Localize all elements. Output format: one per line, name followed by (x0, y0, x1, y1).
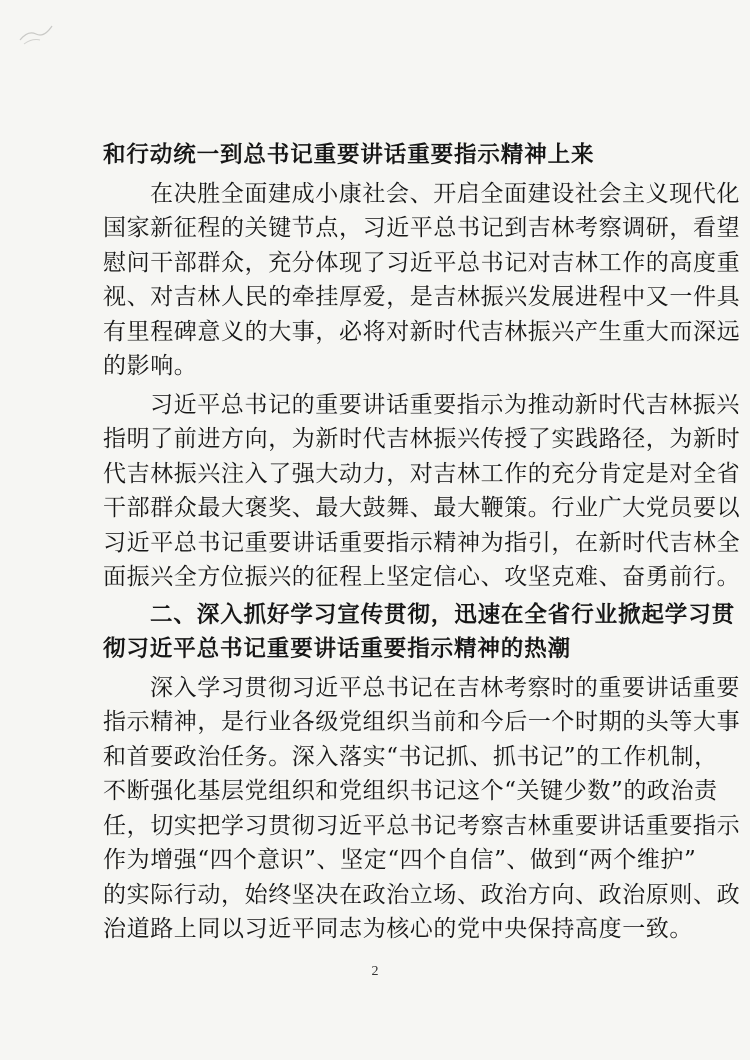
body-text-line: 治道路上同以习近平同志为核心的党中央保持高度一致。 (103, 916, 693, 942)
body-text-line: 慰问干部群众，充分体现了习近平总书记对吉林工作的高度重 (103, 249, 741, 276)
body-text-line: 干部群众最大褒奖、最大鼓舞、最大鞭策。行业广大党员要以 (103, 495, 741, 521)
body-text-line: 深入学习贯彻习近平总书记在吉林考察时的重要讲话重要 (150, 674, 740, 701)
body-text-line: 习近平总书记的重要讲话重要指示为推动新时代吉林振兴 (150, 391, 740, 418)
body-text-line: 的影响。 (103, 353, 198, 379)
heading-line: 和行动统一到总书记重要讲话重要指示精神上来 (103, 142, 595, 168)
body-text-line: 习近平总书记重要讲话重要指示精神为指引，在新时代吉林全 (103, 529, 741, 556)
body-text-line: 任，切实把学习贯彻习近平总书记考察吉林重要讲话重要指示 (103, 812, 741, 839)
heading-line: 彻习近平总书记重要讲话重要指示精神的热潮 (103, 636, 572, 662)
body-text-line: 作为增强“四个意识”、坚定“四个自信”、做到“两个维护” (103, 847, 697, 873)
body-text-line: 不断强化基层党组织和党组织书记这个“关键少数”的政治责 (103, 778, 718, 804)
body-text-line: 面振兴全方位振兴的征程上坚定信心、攻坚克难、奋勇前行。 (103, 564, 741, 590)
body-text-line: 视、对吉林人民的牵挂厚爱，是吉林振兴发展进程中又一件具 (103, 284, 741, 310)
body-text-line: 在决胜全面建成小康社会、开启全面建设社会主义现代化 (150, 180, 740, 207)
body-text-line: 的实际行动，始终坚决在政治立场、政治方向、政治原则、政 (103, 881, 741, 908)
document-body (103, 138, 741, 947)
body-text-line: 有里程碑意义的大事，必将对新时代吉林振兴产生重大而深远 (103, 318, 741, 345)
scan-mark-icon (14, 18, 64, 48)
body-text-line: 和首要政治任务。深入落实“书记抓、抓书记”的工作机制， (103, 743, 718, 770)
heading-line: 二、深入抓好学习宣传贯彻，迅速在全省行业掀起学习贯 (150, 601, 736, 628)
body-text-line: 代吉林振兴注入了强大动力，对吉林工作的充分肯定是对全省 (103, 460, 741, 487)
body-text-line: 指示精神，是行业各级党组织当前和今后一个时期的头等大事 (103, 709, 741, 735)
body-text-line: 国家新征程的关键节点，习近平总书记到吉林考察调研，看望 (103, 215, 741, 241)
page-number: 2 (371, 964, 379, 979)
body-text-line: 指明了前进方向，为新时代吉林振兴传授了实践路径，为新时 (103, 426, 741, 452)
